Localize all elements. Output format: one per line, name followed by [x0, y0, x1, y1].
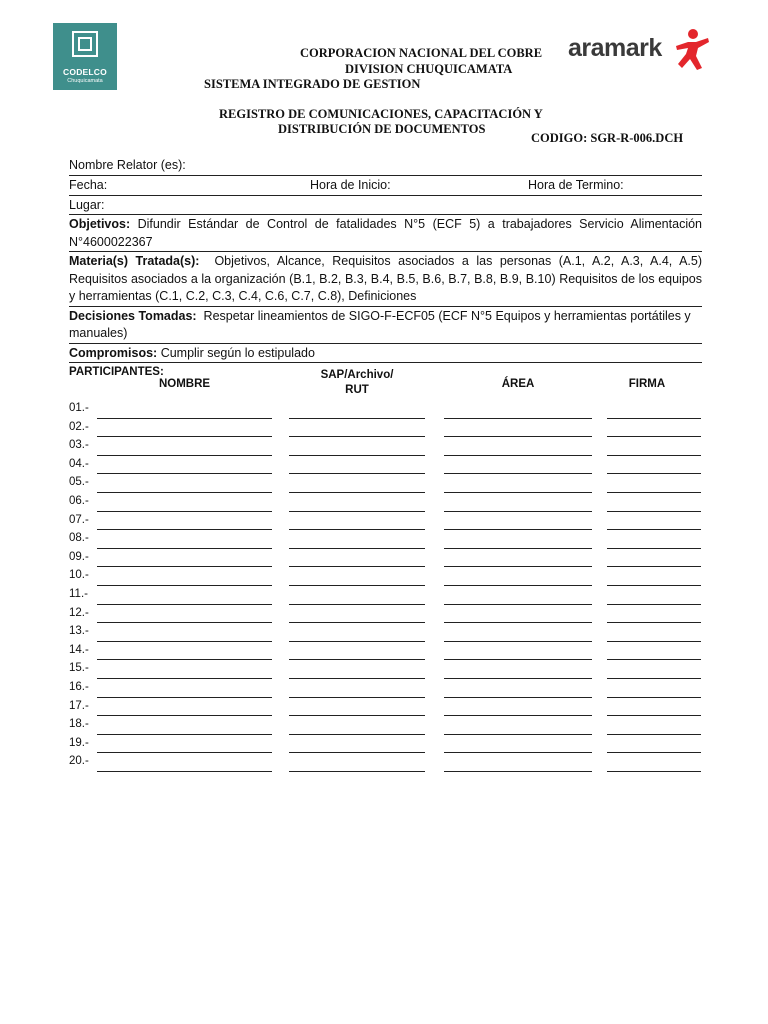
- relator-row: [69, 156, 702, 176]
- codelco-logo-name: CODELCO: [63, 67, 107, 77]
- participant-row: [69, 642, 702, 661]
- participant-row: [69, 512, 702, 531]
- participant-row-number: 11.-: [69, 588, 88, 600]
- participant-row-number: 03.-: [69, 439, 89, 452]
- compromisos-label: Compromisos:: [69, 345, 158, 360]
- materia-label: Materia(s) Tratada(s):: [69, 254, 200, 268]
- aramark-logo-word: aramark: [568, 34, 662, 62]
- participant-row: [69, 400, 702, 419]
- column-header-area: ÁREA: [501, 378, 535, 390]
- participant-row-number: 19.-: [69, 736, 89, 749]
- participant-row-number: 09.-: [69, 550, 89, 563]
- relator-label: Nombre Relator (es):: [69, 158, 186, 172]
- participant-row: [69, 679, 702, 698]
- participant-row: [69, 698, 702, 717]
- participant-sap-line[interactable]: [289, 771, 425, 772]
- participant-row: [69, 493, 702, 512]
- info-block: [69, 156, 702, 382]
- participant-row-number: 05.-: [69, 476, 89, 489]
- column-header-sap-line1: SAP/Archivo/: [320, 369, 394, 381]
- participant-row: [69, 753, 702, 772]
- aramark-logo: [568, 28, 713, 76]
- participant-row: [69, 735, 702, 754]
- compromisos-row: [69, 344, 702, 364]
- participant-row: [69, 716, 702, 735]
- participant-row: [69, 623, 702, 642]
- participant-row-number: 10.-: [69, 569, 89, 582]
- objetivos-row: [69, 215, 702, 252]
- participant-row: [69, 419, 702, 438]
- document-title-line2: DISTRIBUCIÓN DE DOCUMENTOS: [278, 122, 486, 136]
- decisiones-row: [69, 307, 702, 344]
- objetivos-label: Objetivos:: [69, 217, 131, 231]
- participant-row-number: 07.-: [69, 513, 89, 526]
- hora-termino-label: Hora de Termino:: [528, 177, 624, 192]
- participant-row-number: 13.-: [69, 625, 89, 638]
- participant-row: [69, 549, 702, 568]
- column-header-sap: [289, 368, 425, 398]
- materia-row: [69, 252, 702, 307]
- codelco-logo: [53, 23, 117, 90]
- column-header-nombre: NOMBRE: [158, 378, 211, 390]
- participant-row-number: 01.-: [69, 402, 89, 414]
- decisiones-label: Decisiones Tomadas:: [69, 308, 197, 323]
- objetivos-text: Difundir Estándar de Control de fatalidades N°5 (ECF 5) a trabajadores Servicio Alimentación N°4600022367: [69, 217, 702, 249]
- participant-nombre-line[interactable]: [97, 771, 272, 772]
- decisiones-text: Respetar lineamientos de SIGO-F-ECF05 (ECF N°5 Equipos y herramientas portátiles y manuales): [69, 308, 691, 340]
- participant-row: [69, 437, 702, 456]
- participant-row-number: 17.-: [69, 699, 89, 712]
- lugar-label: Lugar:: [69, 197, 105, 212]
- participant-row: [69, 474, 702, 493]
- codelco-logo-sub: Chuquicamata: [67, 78, 103, 84]
- participant-row: [69, 586, 702, 605]
- fecha-row: [69, 176, 702, 196]
- column-header-firma: FIRMA: [628, 378, 666, 390]
- document-code: CODIGO: SGR-R-006.DCH: [531, 131, 684, 145]
- participant-row: [69, 567, 702, 586]
- participant-row-number: 02.-: [69, 420, 89, 433]
- corporation-name: CORPORACION NACIONAL DEL COBRE: [300, 46, 543, 60]
- participant-row-number: 06.-: [69, 495, 89, 507]
- participant-area-line[interactable]: [444, 771, 592, 772]
- participant-row-number: 12.-: [69, 606, 89, 619]
- participant-row: [69, 456, 702, 475]
- participant-row-number: 18.-: [69, 718, 89, 731]
- compromisos-text: Cumplir según lo estipulado: [160, 345, 315, 360]
- participant-row: [69, 605, 702, 624]
- fecha-label: Fecha:: [69, 177, 108, 192]
- hora-inicio-label: Hora de Inicio:: [310, 177, 391, 192]
- participant-row: [69, 660, 702, 679]
- participant-firma-line[interactable]: [607, 771, 701, 772]
- aramark-star-icon: [670, 28, 710, 74]
- participant-row-number: 04.-: [69, 457, 89, 470]
- document-title-line1: REGISTRO DE COMUNICACIONES, CAPACITACIÓN Y: [219, 107, 543, 121]
- participant-row-number: 20.-: [69, 755, 89, 768]
- participant-row: [69, 530, 702, 549]
- participantes-label: PARTICIPANTES:: [69, 366, 164, 378]
- system-name: SISTEMA INTEGRADO DE GESTION: [204, 77, 421, 91]
- codelco-emblem-icon: [72, 31, 98, 57]
- participant-row-number: 16.-: [69, 681, 89, 693]
- participant-row-number: 15.-: [69, 662, 89, 675]
- division-name: DIVISION CHUQUICAMATA: [345, 62, 513, 76]
- materia-text: Objetivos, Alcance, Requisitos asociados a las personas (A.1, A.2, A.3, A.4, A.5) Requisitos asociados a la organización (B.1, B.2, B.3, B.4, B.5, B.6, B.7, B.8, B.9, B.10) Requisitos de los equipos y herramientas (C.1, C.2, C.3, C.4, C.6, C.7, C.8), Definiciones: [69, 254, 702, 303]
- participant-row-number: 08.-: [69, 532, 89, 545]
- lugar-row: [69, 196, 702, 216]
- column-header-sap-line2: RUT: [345, 384, 369, 396]
- participant-row-number: 14.-: [69, 643, 89, 656]
